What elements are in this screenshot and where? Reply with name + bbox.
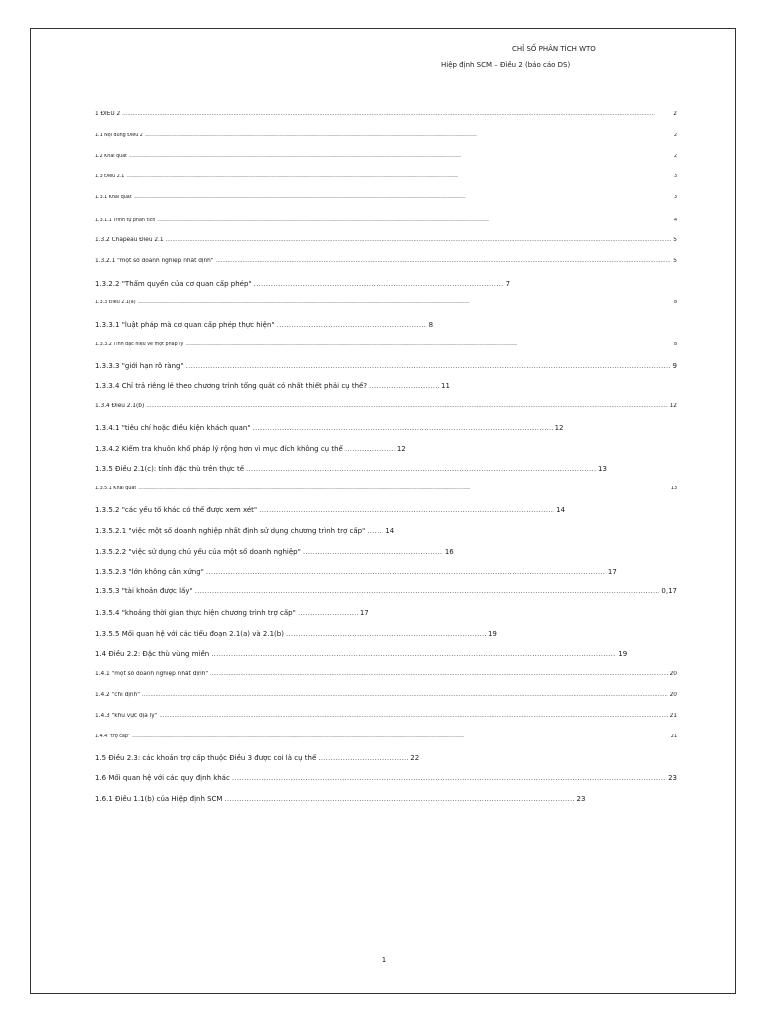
toc-entry[interactable]: 1 ĐIỀU 2 . . . 2 [95,111,677,123]
toc-entry[interactable]: 1.3 Điều 2.1 . . . 3 [95,174,677,186]
toc-entry[interactable]: 1.3.3.3 "giới hạn rõ ràng" . . . 9 [95,362,677,374]
toc-entry[interactable]: 1.1 Nội dung Điều 2 . . . 2 [95,133,677,145]
toc-entry[interactable]: 1.3.5.1 Khái quát . . . 13 [95,486,677,498]
toc-entry[interactable]: 1.3.2 Chapeau Điều 2.1 . . . 5 [95,237,677,249]
toc-entry[interactable]: 1.3.3 Điều 2.1(a) . . . 8 [95,300,677,312]
toc-entry[interactable]: 1.3.5.2.2 "việc sử dụng chủ yếu của một số doanh nghiệp" . . . 16 [95,548,677,560]
toc-entry[interactable]: 1.2 Khái quát . . . 2 [95,154,677,166]
toc-entry[interactable]: 1.3.4 Điều 2.1(b) . . . 12 [95,403,677,415]
toc-entry[interactable]: 1.3.1.1 Trình tự phân tích . . . 4 [95,218,677,230]
toc-entry[interactable]: 1.6 Mối quan hệ với các quy định khác . . . 23 [95,774,677,786]
toc-entry[interactable]: 1.3.5.5 Mối quan hệ với các tiểu đoạn 2.1(a) và 2.1(b) . . . 19 [95,630,677,642]
toc-entry[interactable]: 1.3.5.4 "khoảng thời gian thực hiện chương trình trợ cấp" . . . 17 [95,609,677,621]
toc-entry[interactable]: 1.3.1 Khái quát . . . 3 [95,195,677,207]
document-subtitle: Hiệp định SCM – Điều 2 (báo cáo DS) [441,61,571,69]
toc-entry[interactable]: 1.4.3 "khu vực địa lý" . . . 21 [95,713,677,725]
toc-entry[interactable]: 1.3.4.2 Kiểm tra khuôn khổ pháp lý rộng hơn vì mục đích không cụ thể . . . 12 [95,445,677,457]
toc-entry[interactable]: 1.5 Điều 2.3: các khoản trợ cấp thuộc Điều 3 được coi là cụ thể . . . 22 [95,754,677,766]
toc-entry[interactable]: 1.4.2 "chỉ định" . . . 20 [95,692,677,704]
toc-entry[interactable]: 1.3.2.2 "Thẩm quyền của cơ quan cấp phép" . . . 7 [95,280,677,292]
toc-entry[interactable]: 1.3.5.3 "tài khoản được lấy" . . . 0,17 [95,587,677,599]
toc-entry[interactable]: 1.3.5.2 "các yếu tố khác có thể được xem xét" . . . 14 [95,506,677,518]
toc-entry[interactable]: 1.4.1 "một số doanh nghiệp nhất định" . . . 20 [95,671,677,683]
toc-entry[interactable]: 1.3.3.1 "luật pháp mà cơ quan cấp phép thực hiện" . . . 8 [95,321,677,333]
toc-entry[interactable]: 1.3.2.1 "một số doanh nghiệp nhất định" . . . 5 [95,258,677,270]
toc-entry[interactable]: 1.4.4 "trợ cấp" . . . 21 [95,734,677,746]
toc-entry[interactable]: 1.3.4.1 "tiêu chí hoặc điều kiện khách quan" . . . 12 [95,424,677,436]
toc-entry[interactable]: 1.3.5.2.1 "việc một số doanh nghiệp nhất định sử dụng chương trình trợ cấp" . . . 14 [95,527,677,539]
document-title: CHỈ SỐ PHÂN TÍCH WTO [512,45,596,53]
toc-entry[interactable]: 1.3.5.2.3 "lớn không cân xứng" . . . 17 [95,568,677,580]
page-number: 1 [381,956,387,964]
toc-entry[interactable]: 1.6.1 Điều 1.1(b) của Hiệp định SCM . . . 23 [95,795,677,807]
toc-entry[interactable]: 1.4 Điều 2.2: Đặc thù vùng miền . . . 19 [95,650,677,662]
toc-entry[interactable]: 1.3.3.4 Chỉ trả riêng lẻ theo chương trình tổng quát có nhất thiết phải cụ thể? . . . 11 [95,382,677,394]
toc-entry[interactable]: 1.3.3.2 Tính đặc hiệu về một pháp lý . . . 8 [95,342,677,354]
toc-entry[interactable]: 1.3.5 Điều 2.1(c): tính đặc thù trên thực tế . . . 13 [95,465,677,477]
